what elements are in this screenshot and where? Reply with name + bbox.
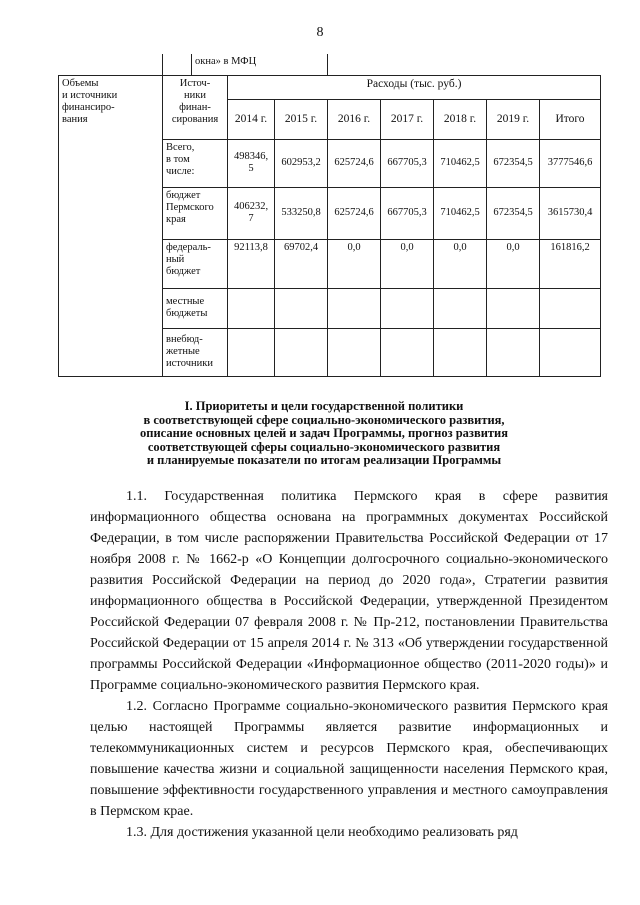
year-header: 2014 г. [228, 99, 275, 139]
row-label: местные бюджеты [163, 288, 228, 328]
cell: 602953,2 [275, 139, 328, 187]
section-heading: I. Приоритеты и цели государственной политики в соответствующей сфере социально-экономического развития, описание основных целей и задач Программы, прогноз развития соответствующей сферы социально-экономического развития и планируемые показатели по итогам реализации Программы [140, 399, 508, 467]
page-number: 8 [316, 25, 324, 40]
cell [540, 288, 601, 328]
cell: 0,0 [487, 239, 540, 288]
row-label: внебюд- жетные источники [163, 328, 228, 376]
empty-cell [59, 54, 163, 75]
body-text [90, 486, 608, 843]
year-header: 2017 г. [381, 99, 434, 139]
cell: 710462,5 [434, 187, 487, 239]
empty-cell [328, 54, 601, 75]
year-header: 2018 г. [434, 99, 487, 139]
cell: 672354,5 [487, 187, 540, 239]
row-label: федераль- ный бюджет [163, 239, 228, 288]
cell: 533250,8 [275, 187, 328, 239]
cell: 3615730,4 [540, 187, 601, 239]
cell [434, 288, 487, 328]
cell [228, 328, 275, 376]
row-label: бюджет Пермского края [163, 187, 228, 239]
volume-label: Объемы и источники финансиро- вания [59, 75, 163, 376]
year-header: 2019 г. [487, 99, 540, 139]
cell: 667705,3 [381, 139, 434, 187]
year-header: 2016 г. [328, 99, 381, 139]
year-header: 2015 г. [275, 99, 328, 139]
cell: 92113,8 [228, 239, 275, 288]
financing-table [58, 54, 601, 377]
cell: 710462,5 [434, 139, 487, 187]
cell [487, 288, 540, 328]
cell [228, 288, 275, 328]
cell [540, 328, 601, 376]
paragraph: 1.3. Для достижения указанной цели необходимо реализовать ряд [126, 825, 518, 840]
cell: 3777546,6 [540, 139, 601, 187]
cell: 667705,3 [381, 187, 434, 239]
source-header: Источ- ники финан- сирования [163, 75, 228, 139]
cell: 0,0 [381, 239, 434, 288]
cell: 625724,6 [328, 187, 381, 239]
cell [434, 328, 487, 376]
cell: 406232, 7 [228, 187, 275, 239]
cell [487, 328, 540, 376]
paragraph: 1.2. Согласно Программе социально-экономического развития Пермского края целью настоящей Программы является развитие информационных и телекоммуникационных систем и ресурсов Пермского края, обеспечивающих повышение качества жизни и социальной защищенности населения Пермского края, повышение эффективности государственного управления и местного самоуправления в Пермском крае. [90, 699, 608, 819]
cell [381, 328, 434, 376]
year-header: Итого [540, 99, 601, 139]
cell [275, 288, 328, 328]
cell: 672354,5 [487, 139, 540, 187]
top-row-text: окна» в МФЦ [192, 54, 328, 75]
cell: 0,0 [328, 239, 381, 288]
cell [328, 288, 381, 328]
cell [381, 288, 434, 328]
cell: 0,0 [434, 239, 487, 288]
cell [275, 328, 328, 376]
cell: 69702,4 [275, 239, 328, 288]
empty-cell [163, 54, 192, 75]
cell [328, 328, 381, 376]
paragraph: 1.1. Государственная политика Пермского края в сфере развития информационного общества основана на программных документах Российской Федерации, в том числе распоряжении Правительства Российской Федерации от 17 ноября 2008 г. № 1662-р «О Концепции долгосрочного социально-экономического развития Российской Федерации на период до 2020 года», Стратегии развития информационного общества в Российской Федерации, утвержденной Президентом Российской Федерации 07 февраля 2008 г. № Пр-212, постановлении Правительства Российской Федерации от 15 апреля 2014 г. № 313 «Об утверждении государственной программы Российской Федерации «Информационное общество (2011-2020 годы)» и Программе социально-экономического развития Пермского края. [90, 489, 608, 693]
row-label: Всего, в том числе: [163, 139, 228, 187]
cell: 161816,2 [540, 239, 601, 288]
expenses-header: Расходы (тыс. руб.) [228, 75, 601, 99]
cell: 498346, 5 [228, 139, 275, 187]
cell: 625724,6 [328, 139, 381, 187]
